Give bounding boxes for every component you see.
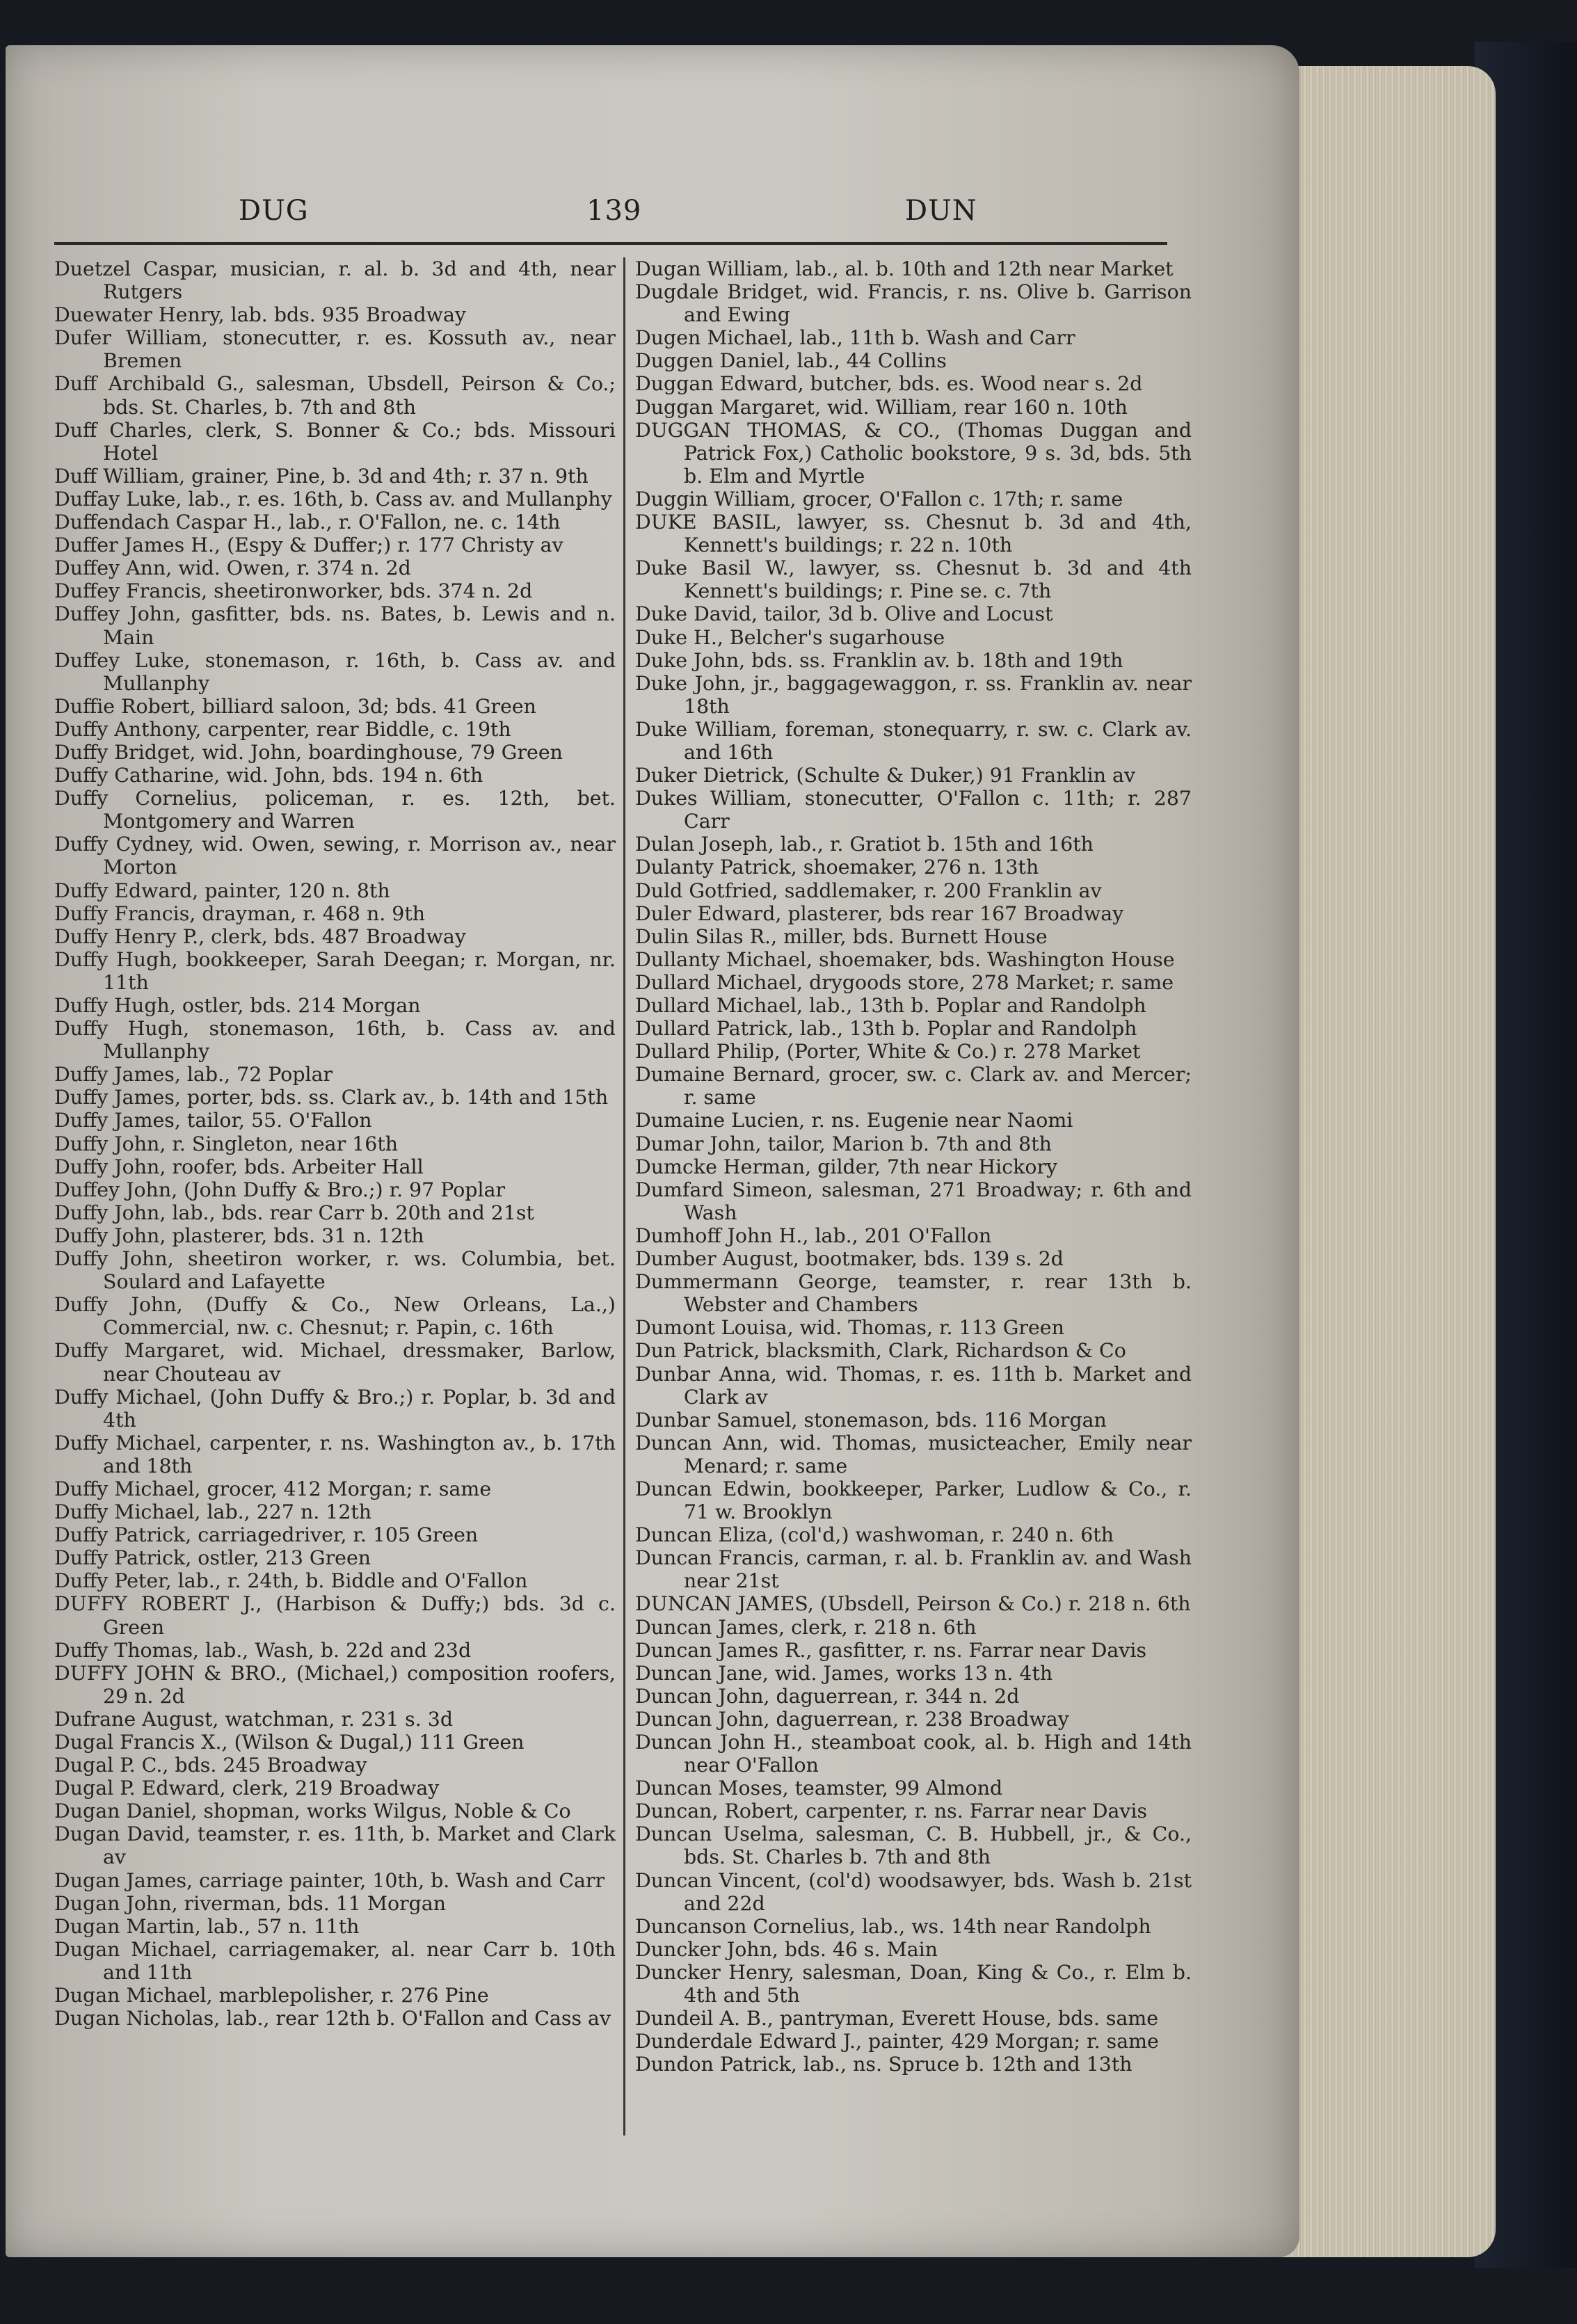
- directory-entry: Dufrane August, watchman, r. 231 s. 3d: [54, 1707, 454, 1731]
- directory-entry: Duffey Ann, wid. Owen, r. 374 n. 2d: [54, 556, 411, 580]
- directory-entry: Dumcke Herman, gilder, 7th near Hickory: [635, 1155, 1058, 1178]
- directory-entry: Dundeil A. B., pantryman, Everett House, bds. same: [635, 2007, 1159, 2030]
- directory-entry: DUFFY ROBERT J., (Harbison & Duffy;) bds. 3d c. Green: [54, 1592, 616, 1639]
- left-guide-word: DUG: [239, 195, 309, 227]
- directory-entry: Duncan Moses, teamster, 99 Almond: [635, 1777, 1003, 1800]
- directory-entry: Dummermann George, teamster, r. rear 13th b. Webster and Chambers: [635, 1270, 1192, 1317]
- directory-entry: Dulan Joseph, lab., r. Gratiot b. 15th and 16th: [635, 833, 1094, 856]
- page-header: [6, 195, 1299, 237]
- directory-entry: Duncanson Cornelius, lab., ws. 14th near Randolph: [635, 1914, 1151, 1938]
- directory-entry: Dugan William, lab., al. b. 10th and 12th near Market: [635, 257, 1174, 280]
- directory-entry: Dun Patrick, blacksmith, Clark, Richardson & Co: [635, 1339, 1126, 1363]
- directory-entry: Dugen Michael, lab., 11th b. Wash and Carr: [635, 326, 1075, 350]
- directory-entry: Duffy Michael, grocer, 412 Morgan; r. same: [54, 1477, 492, 1500]
- directory-entry: DUKE BASIL, lawyer, ss. Chesnut b. 3d and 4th, Kennett's buildings; r. 22 n. 10th: [635, 511, 1192, 557]
- directory-entry: Duffy Francis, drayman, r. 468 n. 9th: [54, 901, 426, 925]
- directory-entry: Duffy Henry P., clerk, bds. 487 Broadway: [54, 924, 466, 948]
- left-column: [54, 257, 616, 2030]
- directory-entry: Dumfard Simeon, salesman, 271 Broadway; r. 6th and Wash: [635, 1178, 1192, 1224]
- directory-entry: Duke David, tailor, 3d b. Olive and Locust: [635, 602, 1053, 626]
- directory-entry: Dumhoff John H., lab., 201 O'Fallon: [635, 1224, 992, 1247]
- directory-entry: Dullanty Michael, shoemaker, bds. Washington House: [635, 947, 1175, 971]
- directory-entry: Duker Dietrick, (Schulte & Duker,) 91 Franklin av: [635, 764, 1136, 787]
- directory-entry: Dumaine Bernard, grocer, sw. c. Clark av. and Mercer; r. same: [635, 1063, 1192, 1109]
- directory-entry: Duffendach Caspar H., lab., r. O'Fallon, ne. c. 14th: [54, 511, 561, 534]
- directory-entry: Dullard Michael, lab., 13th b. Poplar and Randolph: [635, 994, 1146, 1017]
- directory-entry: Duffy James, porter, bds. ss. Clark av., b. 14th and 15th: [54, 1086, 609, 1109]
- directory-entry: Duld Gotfried, saddlemaker, r. 200 Franklin av: [635, 879, 1102, 902]
- directory-entry: Dundon Patrick, lab., ns. Spruce b. 12th and 13th: [635, 2053, 1132, 2076]
- directory-entry: Duffy Anthony, carpenter, rear Biddle, c. 19th: [54, 717, 511, 741]
- directory-entry: Dumont Louisa, wid. Thomas, r. 113 Green: [635, 1316, 1064, 1340]
- header-rule: [54, 242, 1167, 245]
- directory-entry: DUNCAN JAMES, (Ubsdell, Peirson & Co.) r. 218 n. 6th: [635, 1592, 1191, 1616]
- directory-entry: Duffy John, lab., bds. rear Carr b. 20th and 21st: [54, 1201, 534, 1224]
- directory-entry: Dugan Martin, lab., 57 n. 11th: [54, 1914, 360, 1938]
- directory-entry: Dugal P. Edward, clerk, 219 Broadway: [54, 1777, 440, 1800]
- directory-entry: Duke John, jr., baggagewaggon, r. ss. Franklin av. near 18th: [635, 671, 1192, 718]
- directory-entry: Duffy James, lab., 72 Poplar: [54, 1063, 333, 1087]
- directory-entry: Duncan Ann, wid. Thomas, musicteacher, Emily near Menard; r. same: [635, 1431, 1192, 1477]
- directory-entry: Duffy John, roofer, bds. Arbeiter Hall: [54, 1155, 424, 1178]
- directory-entry: Duffey Francis, sheetironworker, bds. 374 n. 2d: [54, 579, 533, 603]
- directory-entry: Dulin Silas R., miller, bds. Burnett House: [635, 924, 1048, 948]
- directory-entry: Duncan Uselma, salesman, C. B. Hubbell, jr., & Co., bds. St. Charles b. 7th and 8th: [635, 1822, 1192, 1869]
- directory-entry: Duewater Henry, lab. bds. 935 Broadway: [54, 303, 466, 327]
- right-guide-word: DUN: [905, 195, 977, 227]
- directory-entry: Duffy Patrick, carriagedriver, r. 105 Green: [54, 1523, 479, 1547]
- directory-entry: Dullard Michael, drygoods store, 278 Market; r. same: [635, 970, 1174, 994]
- page-number: 139: [586, 195, 642, 227]
- directory-entry: Dumar John, tailor, Marion b. 7th and 8th: [635, 1132, 1052, 1155]
- directory-entry: Duncan John, daguerrean, r. 238 Broadway: [635, 1707, 1069, 1731]
- directory-entry: Duetzel Caspar, musician, r. al. b. 3d and 4th, near Rutgers: [54, 257, 616, 304]
- directory-entry: Duke John, bds. ss. Franklin av. b. 18th and 19th: [635, 648, 1123, 672]
- directory-entry: Duncker John, bds. 46 s. Main: [635, 1937, 938, 1961]
- directory-entry: Dufer William, stonecutter, r. es. Kossuth av., near Bremen: [54, 326, 616, 373]
- directory-entry: Duncan Francis, carman, r. al. b. Franklin av. and Wash near 21st: [635, 1546, 1192, 1593]
- directory-entry: Duncan John, daguerrean, r. 344 n. 2d: [635, 1684, 1020, 1708]
- directory-entry: Duncan John H., steamboat cook, al. b. High and 14th near O'Fallon: [635, 1731, 1192, 1777]
- directory-entry: Duffy Thomas, lab., Wash, b. 22d and 23d: [54, 1638, 472, 1662]
- directory-entry: Duggan Margaret, wid. William, rear 160 n. 10th: [635, 395, 1128, 419]
- directory-entry: Dugan Daniel, shopman, works Wilgus, Noble & Co: [54, 1800, 571, 1823]
- directory-entry: Dukes William, stonecutter, O'Fallon c. 11th; r. 287 Carr: [635, 787, 1192, 833]
- directory-entry: Dugan Nicholas, lab., rear 12th b. O'Fallon and Cass av: [54, 2007, 611, 2030]
- directory-entry: Duffy Cornelius, policeman, r. es. 12th, bet. Montgomery and Warren: [54, 787, 616, 833]
- directory-entry: Dugal Francis X., (Wilson & Dugal,) 111 Green: [54, 1731, 525, 1754]
- directory-entry: Duffy Hugh, bookkeeper, Sarah Deegan; r. Morgan, nr. 11th: [54, 947, 616, 994]
- directory-entry: Duff Charles, clerk, S. Bonner & Co.; bds. Missouri Hotel: [54, 418, 616, 465]
- directory-entry: Dunderdale Edward J., painter, 429 Morgan; r. same: [635, 2030, 1159, 2053]
- directory-entry: Dugal P. C., bds. 245 Broadway: [54, 1754, 367, 1777]
- column-divider: [623, 257, 625, 2135]
- directory-entry: Dugan Michael, marblepolisher, r. 276 Pine: [54, 1984, 489, 2008]
- right-column: [635, 257, 1192, 2076]
- directory-entry: Duncan Edwin, bookkeeper, Parker, Ludlow & Co., r. 71 w. Brooklyn: [635, 1477, 1192, 1524]
- directory-entry: DUFFY JOHN & BRO., (Michael,) composition roofers, 29 n. 2d: [54, 1661, 616, 1708]
- directory-page: [6, 45, 1299, 2257]
- directory-entry: Duffey Luke, stonemason, r. 16th, b. Cass av. and Mullanphy: [54, 648, 616, 695]
- directory-entry: Duffy Hugh, stonemason, 16th, b. Cass av. and Mullanphy: [54, 1017, 616, 1064]
- directory-entry: Dugan James, carriage painter, 10th, b. Wash and Carr: [54, 1868, 605, 1892]
- directory-entry: Duffie Robert, billiard saloon, 3d; bds. 41 Green: [54, 694, 536, 718]
- directory-entry: Dugan Michael, carriagemaker, al. near Carr b. 10th and 11th: [54, 1937, 616, 1984]
- directory-entry: Duffy Bridget, wid. John, boardinghouse, 79 Green: [54, 740, 563, 764]
- directory-entry: Dumber August, bootmaker, bds. 139 s. 2d: [635, 1247, 1064, 1271]
- directory-entry: DUGGAN THOMAS, & CO., (Thomas Duggan and Patrick Fox,) Catholic bookstore, 9 s. 3d, bds. 5th b. Elm and Myrtle: [635, 418, 1192, 488]
- directory-entry: Duffy Michael, (John Duffy & Bro.;) r. Poplar, b. 3d and 4th: [54, 1385, 616, 1432]
- directory-entry: Duncker Henry, salesman, Doan, King & Co., r. Elm b. 4th and 5th: [635, 1960, 1192, 2008]
- directory-entry: Dugan David, teamster, r. es. 11th, b. Market and Clark av: [54, 1822, 616, 1869]
- directory-entry: Dugan John, riverman, bds. 11 Morgan: [54, 1891, 447, 1915]
- directory-entry: Dunbar Samuel, stonemason, bds. 116 Morgan: [635, 1408, 1107, 1432]
- directory-entry: Duffy Michael, carpenter, r. ns. Washington av., b. 17th and 18th: [54, 1431, 616, 1477]
- directory-entry: Duffy John, r. Singleton, near 16th: [54, 1132, 399, 1155]
- directory-entry: Duffy John, sheetiron worker, r. ws. Columbia, bet. Soulard and Lafayette: [54, 1247, 616, 1294]
- directory-entry: Duggan Edward, butcher, bds. es. Wood near s. 2d: [635, 372, 1143, 396]
- directory-entry: Duff William, grainer, Pine, b. 3d and 4th; r. 37 n. 9th: [54, 464, 589, 488]
- directory-entry: Duncan James, clerk, r. 218 n. 6th: [635, 1615, 977, 1639]
- directory-entry: Duffy Patrick, ostler, 213 Green: [54, 1546, 371, 1570]
- directory-entry: Duggen Daniel, lab., 44 Collins: [635, 349, 947, 373]
- directory-entry: Dullard Philip, (Porter, White & Co.) r. 278 Market: [635, 1040, 1141, 1064]
- directory-entry: Duler Edward, plasterer, bds rear 167 Broadway: [635, 901, 1124, 925]
- directory-entry: Duncan Eliza, (col'd,) washwoman, r. 240 n. 6th: [635, 1523, 1114, 1547]
- directory-entry: Duncan, Robert, carpenter, r. ns. Farrar near Davis: [635, 1800, 1148, 1823]
- directory-entry: Duffay Luke, lab., r. es. 16th, b. Cass av. and Mullanphy: [54, 487, 612, 511]
- directory-entry: Duffy Michael, lab., 227 n. 12th: [54, 1500, 372, 1524]
- directory-entry: Dullard Patrick, lab., 13th b. Poplar and Randolph: [635, 1017, 1137, 1041]
- directory-entry: Duffey John, gasfitter, bds. ns. Bates, b. Lewis and n. Main: [54, 602, 616, 649]
- directory-entry: Duffy Cydney, wid. Owen, sewing, r. Morrison av., near Morton: [54, 833, 616, 879]
- directory-entry: Duffy Hugh, ostler, bds. 214 Morgan: [54, 994, 421, 1017]
- directory-entry: Duggin William, grocer, O'Fallon c. 17th; r. same: [635, 487, 1123, 511]
- directory-entry: Duncan James R., gasfitter, r. ns. Farrar near Davis: [635, 1638, 1147, 1662]
- directory-entry: Duffy Catharine, wid. John, bds. 194 n. 6th: [54, 764, 483, 787]
- directory-entry: Duke H., Belcher's sugarhouse: [635, 625, 945, 649]
- directory-entry: Duffy John, plasterer, bds. 31 n. 12th: [54, 1224, 424, 1247]
- directory-entry: Duff Archibald G., salesman, Ubsdell, Peirson & Co.; bds. St. Charles, b. 7th and 8th: [54, 372, 616, 419]
- directory-entry: Dunbar Anna, wid. Thomas, r. es. 11th b. Market and Clark av: [635, 1362, 1192, 1409]
- directory-entry: Duke William, foreman, stonequarry, r. sw. c. Clark av. and 16th: [635, 717, 1192, 764]
- directory-entry: Duffy Edward, painter, 120 n. 8th: [54, 879, 390, 902]
- directory-entry: Duncan Vincent, (col'd) woodsawyer, bds. Wash b. 21st and 22d: [635, 1868, 1192, 1915]
- directory-entry: Duke Basil W., lawyer, ss. Chesnut b. 3d and 4th Kennett's buildings; r. Pine se. c. 7th: [635, 556, 1192, 603]
- directory-entry: Dulanty Patrick, shoemaker, 276 n. 13th: [635, 856, 1039, 879]
- directory-entry: Dumaine Lucien, r. ns. Eugenie near Naomi: [635, 1109, 1073, 1132]
- directory-entry: Duffy John, (Duffy & Co., New Orleans, La.,) Commercial, nw. c. Chesnut; r. Papin, c. 16th: [54, 1293, 616, 1340]
- directory-entry: Duffy Peter, lab., r. 24th, b. Biddle and O'Fallon: [54, 1569, 528, 1593]
- directory-entry: Duffy James, tailor, 55. O'Fallon: [54, 1109, 372, 1132]
- directory-entry: Duffer James H., (Espy & Duffer;) r. 177 Christy av: [54, 534, 563, 557]
- directory-entry: Duffy Margaret, wid. Michael, dressmaker, Barlow, near Chouteau av: [54, 1339, 616, 1386]
- directory-entry: Duncan Jane, wid. James, works 13 n. 4th: [635, 1661, 1053, 1685]
- directory-entry: Duffey John, (John Duffy & Bro.;) r. 97 Poplar: [54, 1178, 506, 1201]
- directory-entry: Dugdale Bridget, wid. Francis, r. ns. Olive b. Garrison and Ewing: [635, 280, 1192, 327]
